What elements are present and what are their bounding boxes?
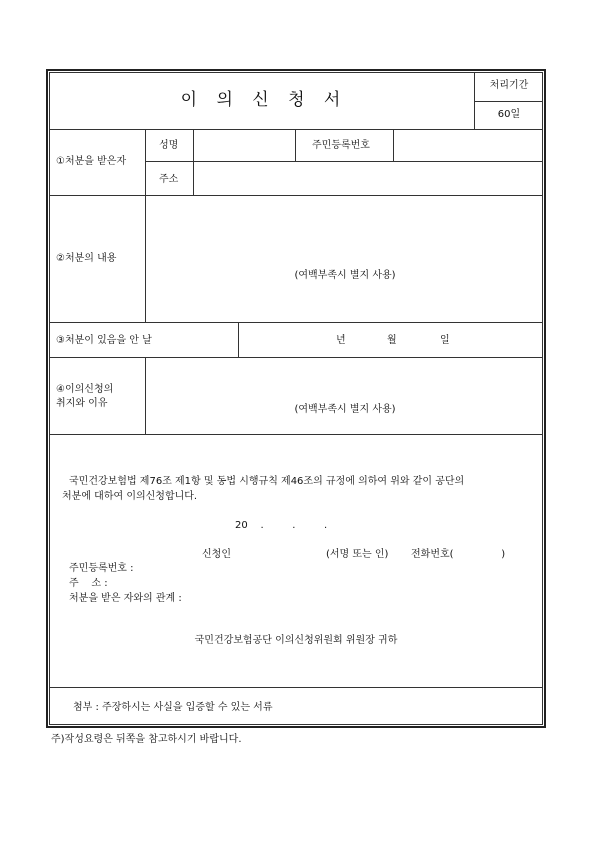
disposition-content-note: (여백부족시 별지 사용) [294, 270, 396, 281]
awareness-date-field[interactable] [244, 326, 538, 353]
resident-number-field[interactable] [397, 132, 539, 158]
relation-label: 처분을 받은 자와의 관계 : [69, 593, 182, 604]
row-divider [49, 357, 543, 358]
column-divider [393, 129, 394, 161]
column-divider [474, 72, 475, 129]
disposition-content-field[interactable] [150, 200, 538, 318]
column-divider [145, 129, 146, 322]
objection-purpose-label-line2: 취지와 이유 [56, 398, 108, 409]
day-label: 일 [440, 335, 450, 346]
column-divider [145, 357, 146, 434]
applicant-address-label: 주 소 : [69, 578, 108, 589]
row-divider [49, 322, 543, 323]
month-label: 월 [387, 335, 397, 346]
name-label: 성명 [159, 140, 179, 151]
processing-period-value: 60일 [497, 109, 521, 120]
year-label: 년 [336, 335, 346, 346]
row-divider [49, 129, 543, 130]
applicant-resident-number-label: 주민등록번호 : [69, 563, 134, 574]
address-field[interactable] [198, 165, 538, 191]
application-date: 20 . . . [235, 520, 328, 531]
row-divider [49, 195, 543, 196]
disposition-content-label: ②처분의 내용 [56, 253, 117, 264]
name-field[interactable] [198, 132, 292, 158]
row-divider [145, 161, 543, 162]
footnote: 주)작성요령은 뒤쪽을 참고하시기 바랍니다. [51, 734, 242, 745]
row-divider [49, 687, 543, 688]
column-divider [295, 129, 296, 161]
address-label: 주소 [159, 174, 179, 185]
column-divider [238, 322, 239, 357]
form-title: 이 의 신 청 서 [180, 90, 348, 110]
objection-purpose-field[interactable] [150, 362, 538, 430]
applicant-label: 신청인 [202, 549, 231, 560]
addressee: 국민건강보험공단 이의신청위원회 위원장 귀하 [194, 635, 398, 646]
declaration-text-line2: 처분에 대하여 이의신청합니다. [62, 491, 198, 502]
objection-purpose-note: (여백부족시 별지 사용) [294, 404, 396, 415]
objection-purpose-label-line1: ④이의신청의 [56, 384, 114, 395]
declaration-text-line1: 국민건강보험법 제76조 제1항 및 동법 시행규칙 제46조의 규정에 의하여 위와 같이 공단의 [69, 476, 465, 487]
processing-period-label: 처리기간 [489, 80, 529, 91]
signature-label: (서명 또는 인) [326, 549, 389, 560]
phone-label: 전화번호( ) [411, 549, 506, 560]
resident-number-label: 주민등록번호 [312, 140, 370, 151]
awareness-date-label: ③처분이 있음을 안 날 [56, 335, 152, 346]
header-divider [474, 101, 543, 102]
row-divider [49, 434, 543, 435]
column-divider [193, 129, 194, 195]
recipient-section-label: ①처분을 받은자 [56, 156, 127, 167]
attachment-note: 첨부 : 주장하시는 사실을 입증할 수 있는 서류 [73, 702, 273, 713]
